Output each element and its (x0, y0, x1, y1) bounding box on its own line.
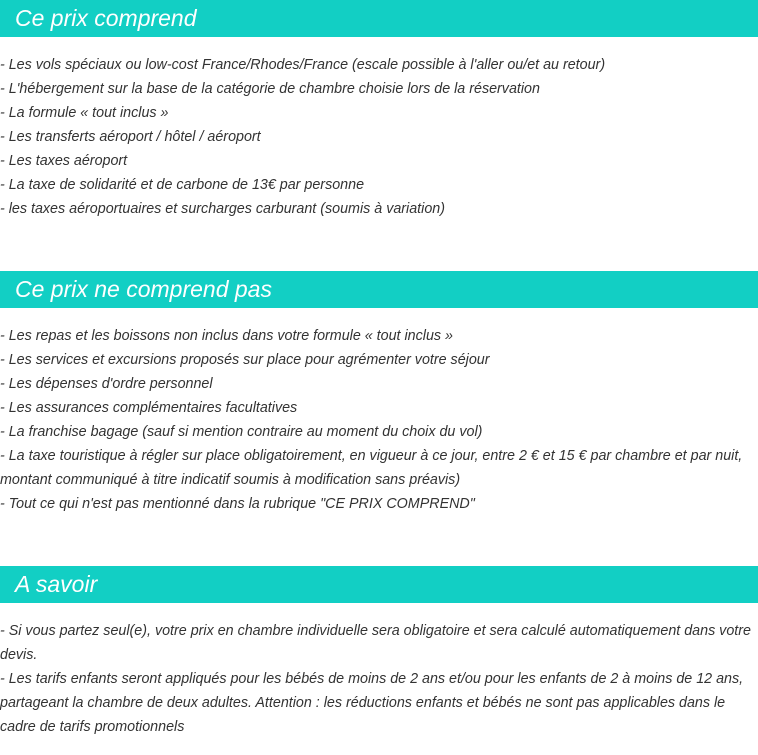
list-item: - La taxe de solidarité et de carbone de 13€ par personne (0, 177, 365, 193)
section-price-excludes (0, 271, 758, 516)
section-header-band (0, 0, 758, 37)
notes-list (0, 619, 758, 739)
section-good-to-know (0, 566, 758, 739)
list-item: - L'hébergement sur la base de la catégorie de chambre choisie lors de la réservation (0, 81, 540, 97)
list-item: - Les taxes aéroport (0, 153, 128, 169)
list-item: - Tout ce qui n'est pas mentionné dans la rubrique "CE PRIX COMPREND" (0, 496, 475, 512)
section-price-includes (0, 0, 758, 221)
list-item: - La taxe touristique à régler sur place obligatoirement, en vigueur à ce jour, entre 2 € et 15 € par chambre et par nuit, montant communiqué à titre indicatif soumis à modification sans préavis) (0, 448, 743, 488)
list-item: - les taxes aéroportuaires et surcharges carburant (soumis à variation) (0, 201, 445, 217)
list-item: - Les dépenses d'ordre personnel (0, 376, 213, 392)
section-header-band (0, 271, 758, 308)
list-item: - Les assurances complémentaires facultatives (0, 400, 298, 416)
list-item: - Les transferts aéroport / hôtel / aéroport (0, 129, 261, 145)
section-title: Ce prix comprend (15, 5, 197, 31)
list-item: - Si vous partez seul(e), votre prix en chambre individuelle sera obligatoire et sera calculé automatiquement dans votre devis. (0, 623, 751, 663)
list-item: - Les vols spéciaux ou low-cost France/Rhodes/France (escale possible à l'aller ou/et au retour) (0, 57, 606, 73)
exclusions-list (0, 324, 758, 516)
list-item: - Les repas et les boissons non inclus dans votre formule « tout inclus » (0, 328, 453, 344)
list-item: - La franchise bagage (sauf si mention contraire au moment du choix du vol) (0, 424, 483, 440)
section-title: Ce prix ne comprend pas (15, 276, 272, 302)
inclusions-list (0, 53, 758, 221)
section-header-band (0, 566, 758, 603)
list-item: - Les tarifs enfants seront appliqués pour les bébés de moins de 2 ans et/ou pour les enfants de 2 à moins de 12 ans, partageant la chambre de deux adultes. Attention : les réductions enfants et bébés ne sont pas applicables dans le cadre de tarifs promotionnels (0, 671, 744, 735)
list-item: - Les services et excursions proposés sur place pour agrémenter votre séjour (0, 352, 490, 368)
list-item: - La formule « tout inclus » (0, 105, 169, 121)
section-title: A savoir (15, 571, 98, 597)
